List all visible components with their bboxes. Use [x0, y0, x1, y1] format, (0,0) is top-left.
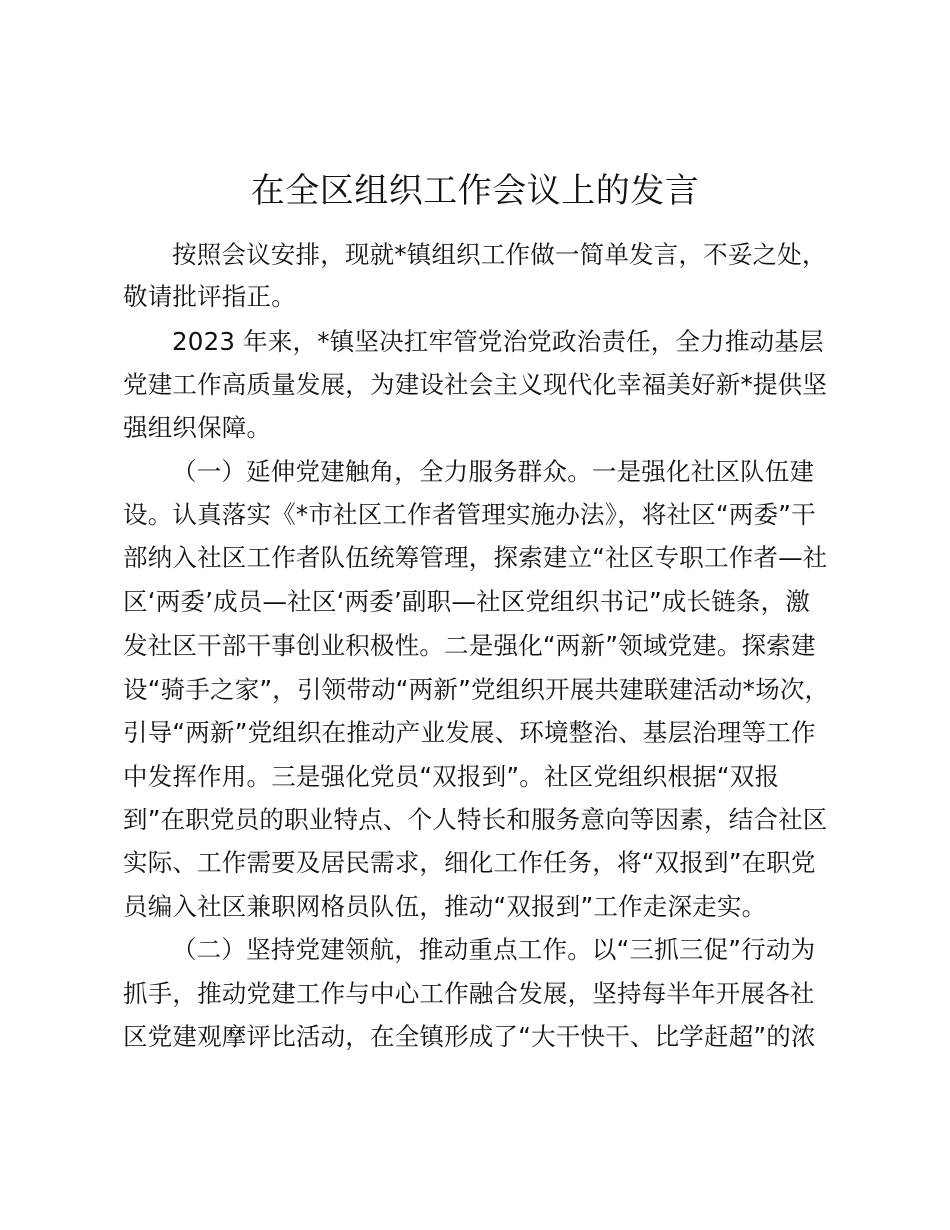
text-line: （一）延伸党建触角，全力服务群众。一是强化社区队伍建 [172, 457, 815, 486]
text-line: 抓手，推动党建工作与中心工作融合发展，坚持每半年开展各社 [123, 979, 815, 1008]
text-line: 设。认真落实《*市社区工作者管理实施办法》，将社区“两委”干 [123, 500, 816, 529]
text-line: 区党建观摩评比活动，在全镇形成了“大干快干、比学赶超”的浓 [123, 1022, 816, 1051]
text-line: 敬请批评指正。 [123, 282, 296, 311]
text-line: 中发挥作用。三是强化党员“双报到”。社区党组织根据“双报 [123, 762, 780, 791]
text-line: 发社区干部干事创业积极性。二是强化“两新”领域党建。探索建 [123, 631, 816, 660]
text-line: 员编入社区兼职网格员队伍，推动“双报到”工作走深走实。 [123, 892, 767, 921]
document-title: 在全区组织工作会议上的发言 [250, 171, 700, 211]
text-line: 部纳入社区工作者队伍统筹管理，探索建立“社区专职工作者—社 [123, 543, 828, 572]
text-line: 2023 年来，*镇坚决扛牢管党治党政治责任，全力推动基层 [172, 327, 824, 356]
text-line: 强组织保障。 [123, 413, 272, 442]
text-line: 党建工作高质量发展，为建设社会主义现代化幸福美好新*提供坚 [123, 370, 828, 399]
text-line: 区‘两委’成员—社区‘两委’副职—社区党组织书记”成长链条，激 [123, 587, 811, 616]
text-line: 按照会议安排，现就*镇组织工作做一简单发言，不妥之处， [172, 240, 827, 269]
text-line: 实际、工作需要及居民需求，细化工作任务，将“双报到”在职党 [123, 848, 816, 877]
text-line: 引导“两新”党组织在推动产业发展、环境整治、基层治理等工作 [123, 718, 816, 747]
text-line: 设“骑手之家”，引领带动“两新”党组织开展共建联建活动*场次， [123, 675, 830, 704]
text-line: （二）坚持党建领航，推动重点工作。以“三抓三促”行动为 [172, 935, 816, 964]
text-line: 到”在职党员的职业特点、个人特长和服务意向等因素，结合社区 [123, 805, 828, 834]
